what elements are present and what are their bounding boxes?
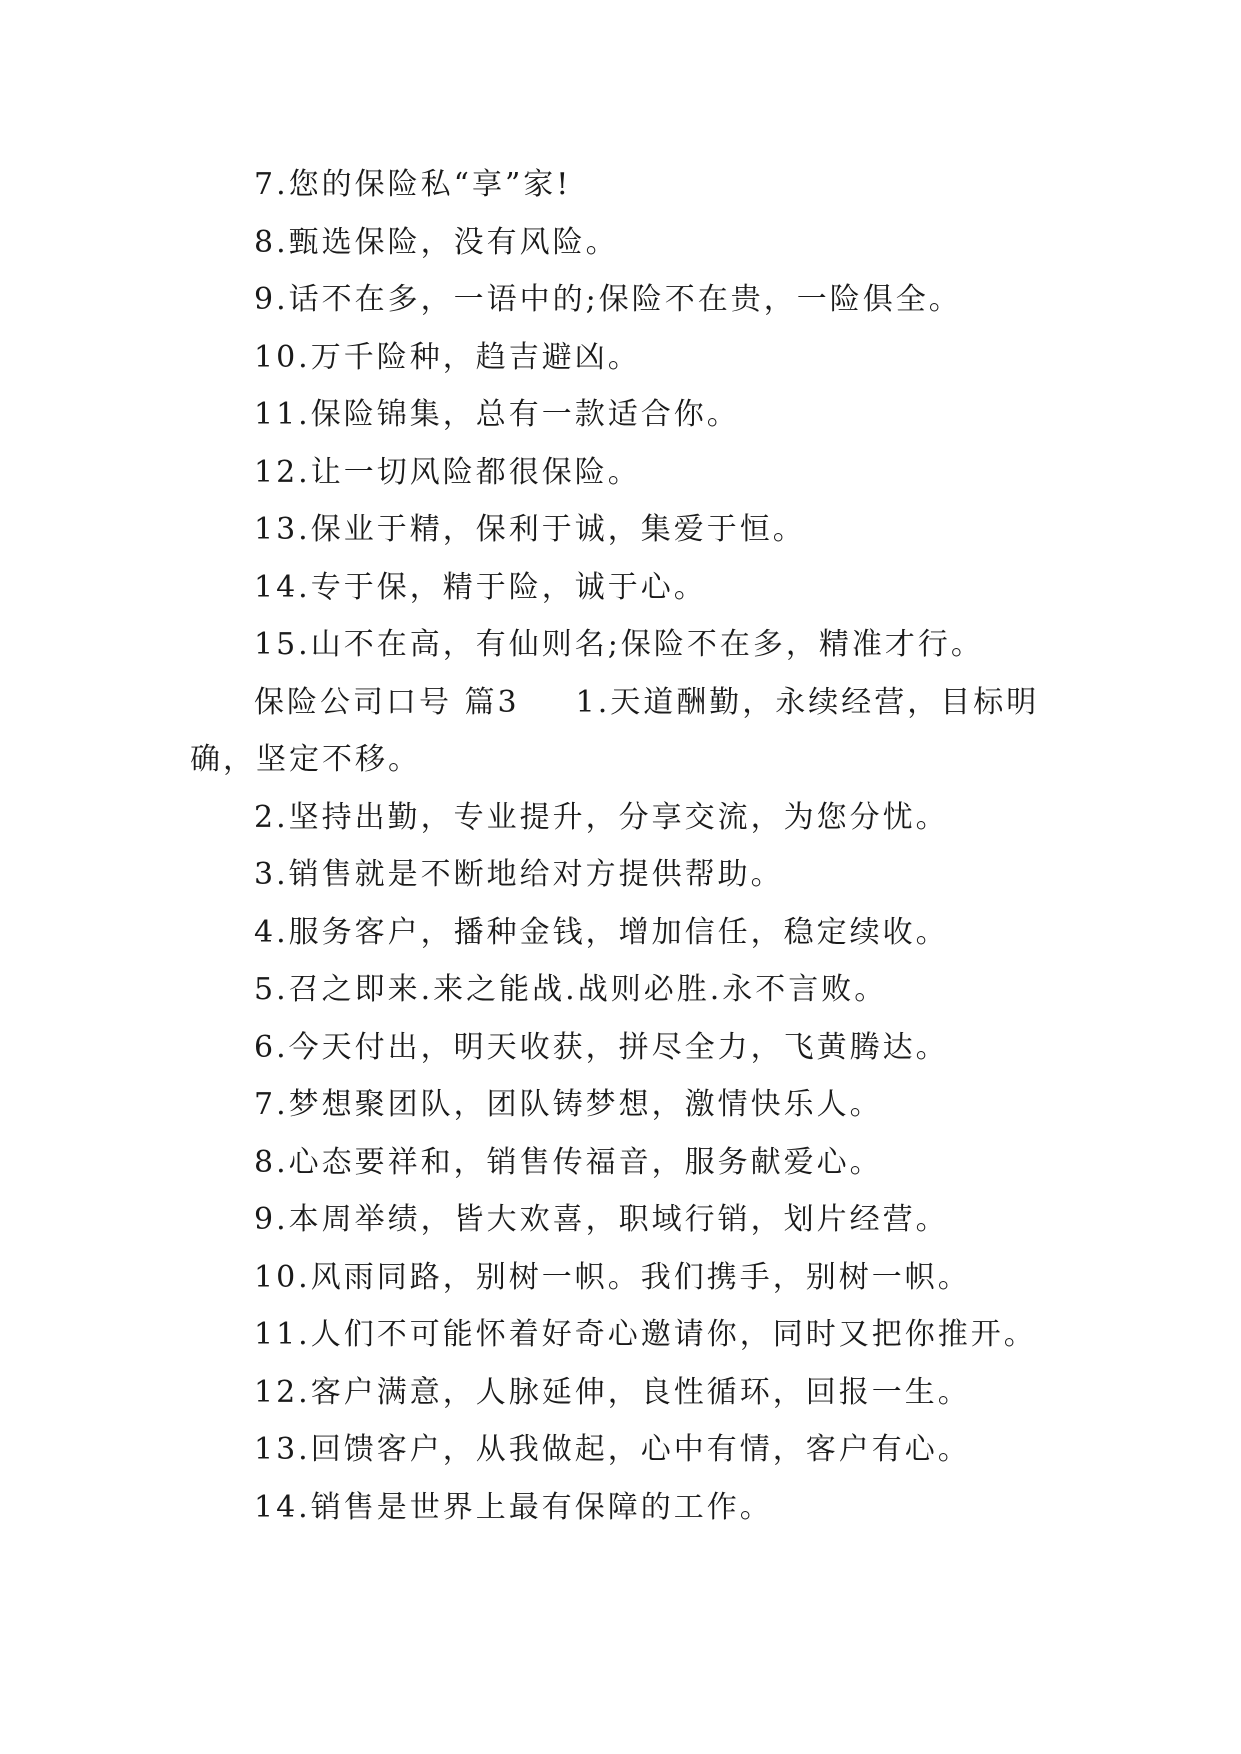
slogan-item: 1.天道酬勤，永续经营，目标明确，坚定不移。 bbox=[190, 684, 1040, 777]
slogan-item: 5.召之即来.来之能战.战则必胜.永不言败。 bbox=[254, 972, 888, 1007]
slogan-item: 11.保险锦集，总有一款适合你。 bbox=[254, 397, 740, 432]
slogan-item: 10.风雨同路，别树一帜。我们携手，别树一帜。 bbox=[254, 1259, 971, 1295]
slogan-item: 6.今天付出，明天收获，拼尽全力，飞黄腾达。 bbox=[254, 1029, 949, 1065]
section-heading: 保险公司口号 篇3 bbox=[254, 684, 520, 720]
document-body bbox=[190, 156, 1060, 1536]
slogan-item: 13.保业于精，保利于诚，集爱于恒。 bbox=[254, 512, 806, 547]
slogan-item: 12.让一切风险都很保险。 bbox=[254, 454, 641, 490]
slogan-item: 4.服务客户，播种金钱，增加信任，稳定续收。 bbox=[254, 914, 949, 950]
slogan-item: 15.山不在高，有仙则名;保险不在多，精准才行。 bbox=[254, 627, 984, 662]
slogan-item: 3.销售就是不断地给对方提供帮助。 bbox=[254, 857, 784, 892]
slogan-item: 10.万千险种，趋吉避凶。 bbox=[254, 339, 641, 375]
slogan-item: 9.本周举绩，皆大欢喜，职域行销，划片经营。 bbox=[254, 1202, 949, 1237]
slogan-item: 8.心态要祥和，销售传福音，服务献爱心。 bbox=[254, 1144, 883, 1180]
section-heading-paragraph bbox=[190, 674, 1060, 789]
slogan-item: 7.梦想聚团队，团队铸梦想，激情快乐人。 bbox=[254, 1087, 883, 1122]
slogan-item: 14.销售是世界上最有保障的工作。 bbox=[254, 1489, 773, 1525]
slogan-item: 9.话不在多，一语中的;保险不在贵，一险俱全。 bbox=[254, 282, 962, 317]
slogan-item: 7.您的保险私“享”家! bbox=[254, 167, 572, 202]
slogan-item: 12.客户满意，人脉延伸，良性循环，回报一生。 bbox=[254, 1374, 971, 1410]
slogan-item: 14.专于保，精于险，诚于心。 bbox=[254, 569, 707, 605]
slogan-item: 2.坚持出勤，专业提升，分享交流，为您分忧。 bbox=[254, 799, 949, 835]
slogan-item: 11.人们不可能怀着好奇心邀请你，同时又把你推开。 bbox=[254, 1317, 1037, 1352]
slogan-item: 8.甄选保险，没有风险。 bbox=[254, 224, 619, 260]
slogan-item: 13.回馈客户，从我做起，心中有情，客户有心。 bbox=[254, 1432, 971, 1467]
